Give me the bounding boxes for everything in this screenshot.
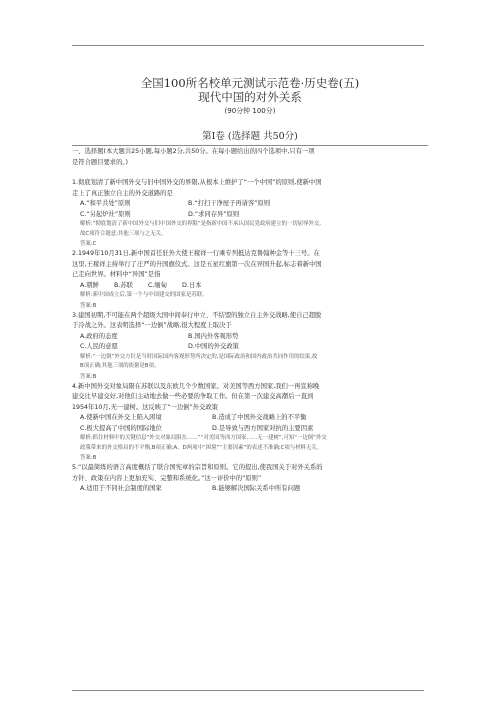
question-5 bbox=[72, 463, 428, 495]
option-row bbox=[72, 199, 428, 210]
option-c: C.极大提高了中国的国际地位 bbox=[80, 424, 162, 432]
question-text: 5.“以最简练的语言高度概括了联合国宪章的宗旨和原则。它的提出,使我国关于对外关系的 bbox=[72, 464, 323, 471]
option-row bbox=[72, 332, 428, 343]
time-score: (90分钟 100分) bbox=[224, 107, 276, 115]
question-text: 这里,王稼祥主持举行了庄严的升国旗仪式。这是五星红旗第一次在异国升起,标志着新中国 bbox=[72, 260, 322, 268]
option-c: C.缅甸 bbox=[148, 281, 167, 289]
question-text: 于冷战之外。这表明选择“一边倒”战略,很大程度上取决于 bbox=[72, 322, 232, 329]
question-text: 1954年10月,无一建树。这反映了“一边倒”外交政策 bbox=[72, 403, 218, 411]
analysis-text: 政策带来的外交格局的不平衡,B项正确;A、D两项中“困境”“主要因素”的表述不准确;C项与材料无关。 bbox=[80, 444, 323, 451]
option-b: B.“打扫干净屋子再请客”原则 bbox=[188, 200, 271, 207]
question-text: 1.彻底划清了新中国外交与旧中国外交的界限,从根本上维护了“一个中国”的原则,使新中国 bbox=[72, 179, 322, 186]
answer-text: 答案:B bbox=[80, 455, 97, 461]
option-a: A.朝鲜 bbox=[80, 281, 99, 289]
analysis-text: 解析:抓住材料中的关键信息“外交对象局限在……”“对美国等西方国家……无一建树”,可知“一边倒”外交 bbox=[80, 435, 327, 441]
option-b: B.造成了中国外交战略上的不平衡 bbox=[212, 414, 307, 421]
footer-rule bbox=[72, 690, 424, 691]
option-row bbox=[72, 281, 428, 292]
exam-title: 全国100所名校单元测试示范卷·历史卷(五) bbox=[140, 76, 360, 90]
option-a: A.政府的态度 bbox=[80, 332, 118, 340]
option-row bbox=[72, 210, 428, 221]
option-row bbox=[72, 424, 428, 435]
part-divider bbox=[72, 145, 428, 146]
exam-subtitle: 现代中国的对外关系 bbox=[198, 90, 302, 104]
option-a: A.“和平共处”原则 bbox=[80, 200, 131, 207]
header-rule bbox=[72, 45, 424, 46]
option-d: D.中国的外交政策 bbox=[188, 343, 239, 350]
part-title: 第Ⅰ卷 (选择题 共50分) bbox=[202, 131, 298, 142]
option-b: B.能够解决国际关系中所有问题 bbox=[212, 485, 301, 492]
instructions-line-2: 是符合题目要求的。) bbox=[72, 158, 128, 166]
option-row bbox=[72, 413, 428, 424]
question-3 bbox=[72, 311, 428, 382]
option-d: D.日本 bbox=[182, 281, 202, 289]
question-4 bbox=[72, 382, 428, 464]
analysis-text: 解析:新中国成立后,第一个与中国建交的国家是苏联。 bbox=[80, 292, 208, 298]
question-text: 建交比早建交好,对他们主动地去做一些必要的争取工作。但在第一次建交高潮后一直到 bbox=[72, 393, 314, 400]
option-b: B.国内外客观形势 bbox=[188, 332, 239, 340]
option-row bbox=[72, 484, 428, 495]
option-b: B.苏联 bbox=[114, 281, 133, 289]
question-text: 2.1949年10月31日,新中国首任驻外大使王稼祥一行乘专列抵达克鲁翰种金等十三号。在 bbox=[72, 250, 320, 257]
analysis-text: 解析:“一边倒”外交方针是当时国际国内客观形势所决定的,是国际政治和国内政治共同作用的结果,故 bbox=[80, 353, 318, 360]
option-a: A.使新中国在外交上陷入困境 bbox=[80, 414, 162, 421]
option-row bbox=[72, 342, 428, 353]
question-text: 3.建国初期,不可能在两个超级大国中间奉行中立、不结盟的独立自主外交战略,使自己超脱 bbox=[72, 311, 322, 319]
question-text: 方针、政策在内容上更加充实、完整和系统化。”这一评价中的“原则” bbox=[72, 474, 262, 482]
exam-content bbox=[72, 48, 428, 495]
instructions-line-1: 一、选择题(本大题共25小题,每小题2分,共50分。在每小题给出的四个选项中,只有一项 bbox=[72, 148, 315, 155]
answer-text: 答案:B bbox=[80, 373, 97, 380]
answer-text: 答案:B bbox=[80, 302, 97, 309]
question-text: 4.新中国外交对象局限在苏联以及东欧几个少数国家。对美国等西方国家,我们一再宣称晚 bbox=[72, 382, 320, 390]
analysis-text: 故C项符合题意;其他三项与之无关。 bbox=[80, 230, 167, 237]
question-text: 走上了真正独立自主的外交道路的是 bbox=[72, 189, 173, 197]
question-text: 已走向世界。材料中“异国”是指 bbox=[72, 271, 161, 278]
option-d: D.是导致与西方国家对抗的主要因素 bbox=[212, 424, 314, 432]
analysis-text: B项正确;其他三项的依据是B项。 bbox=[80, 363, 160, 369]
option-a: A.适用于不同社会制度的国家 bbox=[80, 485, 162, 492]
answer-text: 答案:C bbox=[80, 241, 97, 247]
question-1 bbox=[72, 178, 428, 249]
option-c: C.人民的意愿 bbox=[80, 343, 118, 350]
question-2 bbox=[72, 249, 428, 311]
option-d: D.“求同存异”原则 bbox=[188, 210, 240, 218]
analysis-text: 解析:“彻底划清了新中国外交与旧中国外交的界限”是指新中国不承认国民党政府建立的一切屈辱外交, bbox=[80, 221, 321, 227]
option-c: C.“另起炉灶”原则 bbox=[80, 210, 131, 218]
